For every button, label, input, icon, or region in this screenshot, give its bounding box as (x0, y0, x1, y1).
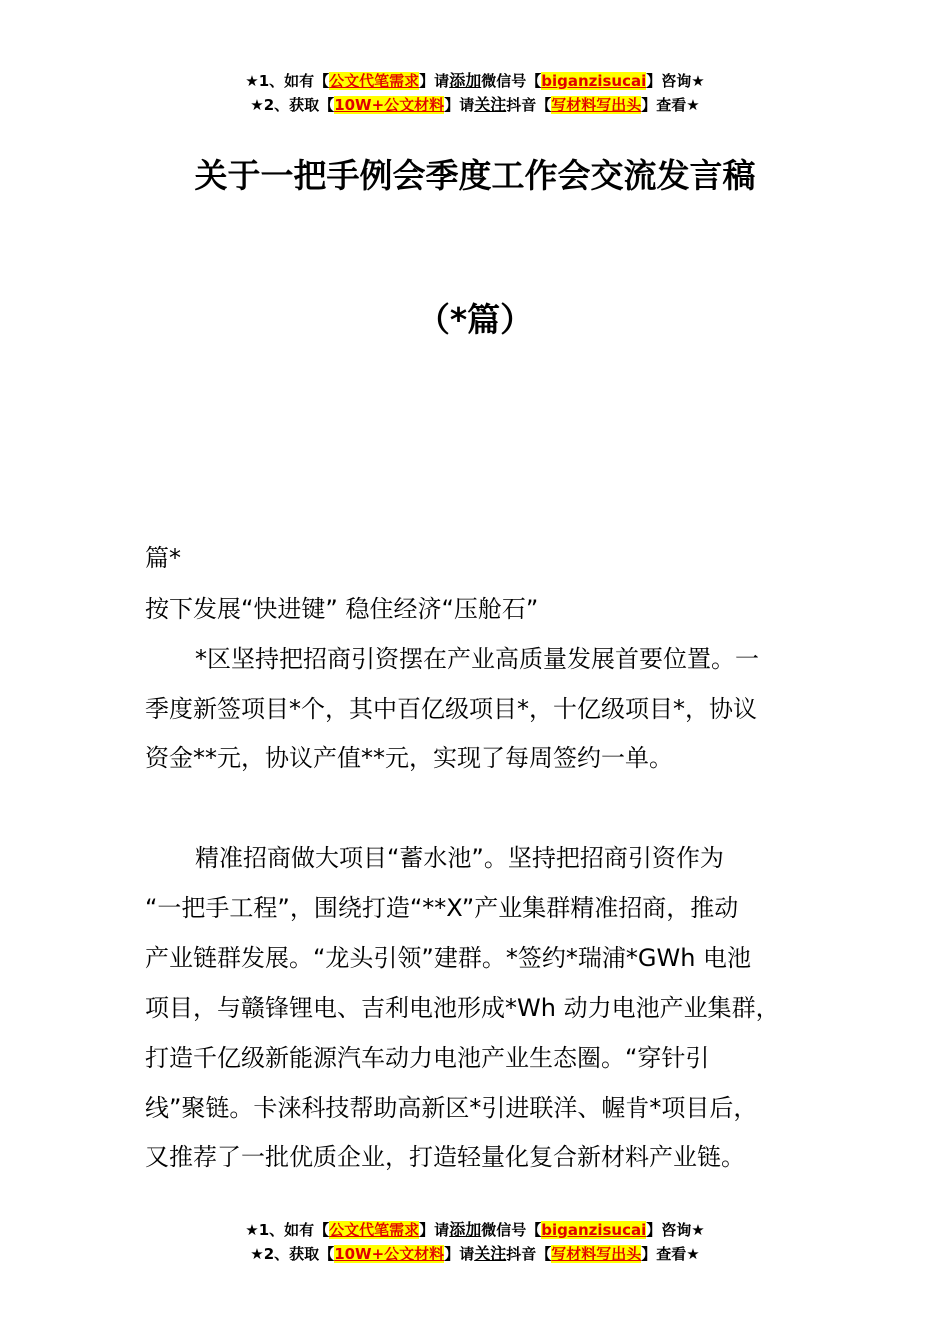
paragraph-line: 资金**元，协议产值**元，实现了每周签约一单。 (145, 744, 673, 772)
banner-underline: 关注 (474, 95, 507, 114)
banner-text: 】请 (444, 1245, 475, 1263)
document-subtitle: （*篇） (416, 300, 534, 339)
banner-text: 抖音【 (506, 96, 552, 114)
banner-text: 】请 (419, 72, 450, 90)
paragraph-line: 项目，与赣锋锂电、吉利电池形成*Wh 动力电池产业集群， (145, 994, 780, 1022)
banner-highlight: 10W+公文材料 (334, 1245, 445, 1263)
paragraph-line: 又推荐了一批优质企业，打造轻量化复合新材料产业链。 (145, 1143, 745, 1171)
document-title: 关于一把手例会季度工作会交流发言稿 (194, 156, 756, 195)
banner-text: ★1、如有【 (245, 72, 330, 90)
section-heading: 按下发展“快进键” 稳住经济“压舱石” (145, 595, 539, 623)
paragraph-line: 季度新签项目*个，其中百亿级项目*，十亿级项目*，协议 (145, 695, 757, 723)
section-label: 篇* (145, 544, 181, 572)
banner-text: 】查看★ (641, 96, 700, 114)
footer-banner-line-1 (0, 1218, 950, 1242)
wechat-id: biganzisucai (541, 72, 647, 90)
banner-text: 微信号【 (481, 1221, 542, 1239)
douyin-id: 写材料写出头 (551, 96, 642, 114)
banner-highlight: 公文代笔需求 (329, 72, 420, 90)
banner-text: 】请 (444, 96, 475, 114)
banner-text: 】咨询★ (646, 1221, 705, 1239)
banner-underline: 添加 (449, 71, 482, 90)
paragraph-line: 线”聚链。卡涞科技帮助高新区*引进联洋、幄肯*项目后， (145, 1094, 758, 1122)
footer-banner-line-2 (0, 1242, 950, 1266)
banner-text: ★2、获取【 (250, 1245, 335, 1263)
banner-text: 抖音【 (506, 1245, 552, 1263)
banner-text: 微信号【 (481, 72, 542, 90)
banner-text: ★1、如有【 (245, 1221, 330, 1239)
paragraph-line: “一把手工程”，围绕打造“**X”产业集群精准招商，推动 (145, 894, 739, 922)
paragraph-line: *区坚持把招商引资摆在产业高质量发展首要位置。一 (195, 645, 759, 673)
banner-text: 】请 (419, 1221, 450, 1239)
header-banner-line-1 (0, 69, 950, 93)
banner-text: 】查看★ (641, 1245, 700, 1263)
banner-text: ★2、获取【 (250, 96, 335, 114)
paragraph-line: 打造千亿级新能源汽车动力电池产业生态圈。“穿针引 (145, 1044, 710, 1072)
header-banner-line-2 (0, 93, 950, 117)
banner-highlight: 公文代笔需求 (329, 1221, 420, 1239)
douyin-id: 写材料写出头 (551, 1245, 642, 1263)
paragraph-line: 精准招商做大项目“蓄水池”。坚持把招商引资作为 (195, 844, 724, 872)
banner-underline: 关注 (474, 1244, 507, 1263)
banner-text: 】咨询★ (646, 72, 705, 90)
paragraph-line: 产业链群发展。“龙头引领”建群。*签约*瑞浦*GWh 电池 (145, 944, 752, 972)
banner-highlight: 10W+公文材料 (334, 96, 445, 114)
banner-underline: 添加 (449, 1220, 482, 1239)
wechat-id: biganzisucai (541, 1221, 647, 1239)
